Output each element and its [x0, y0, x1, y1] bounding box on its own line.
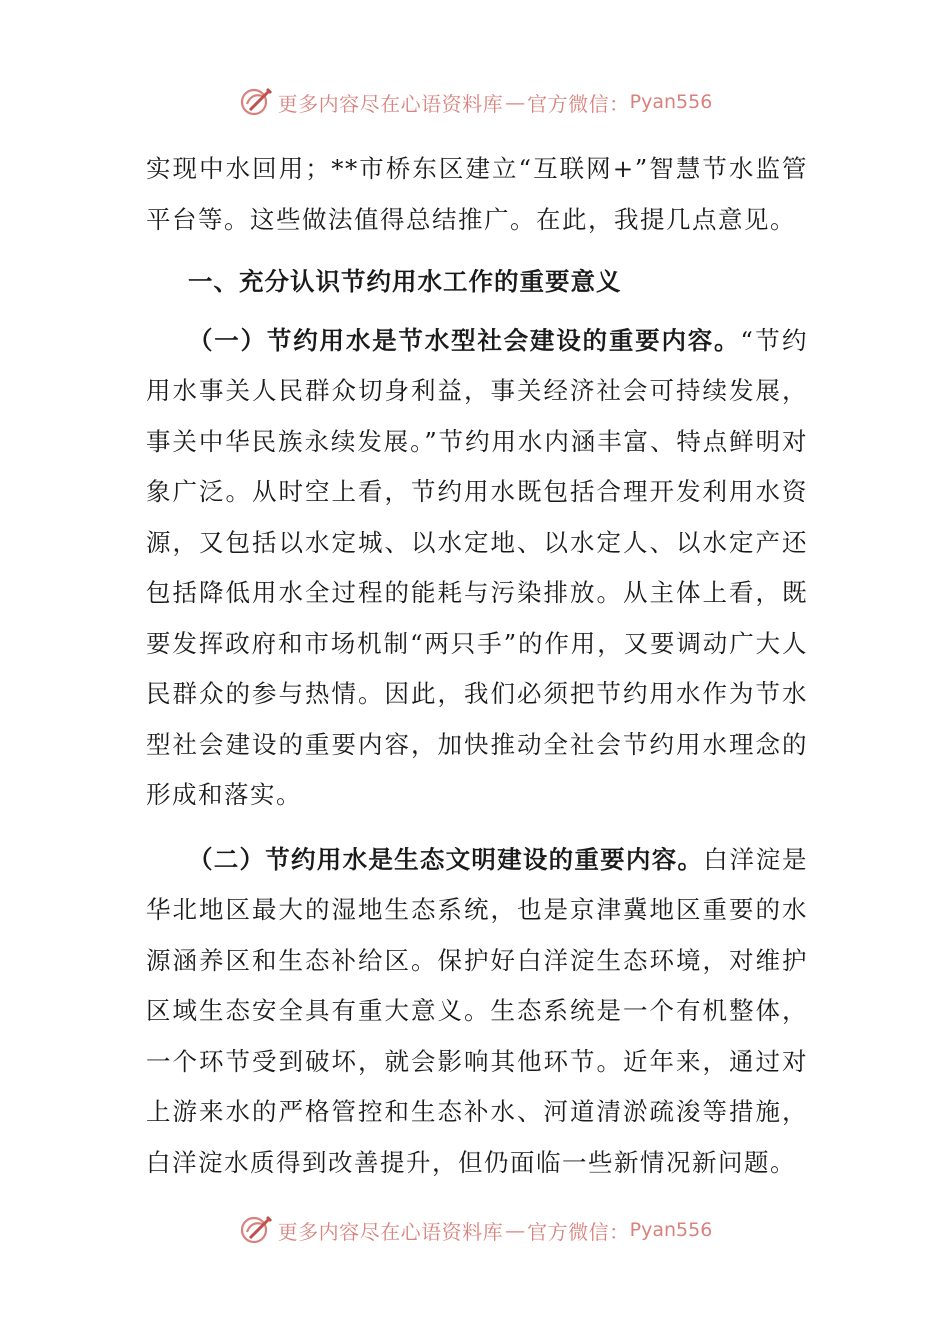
pen-logo-icon — [238, 1212, 274, 1248]
watermark-id: Pyan556 — [629, 1219, 713, 1241]
paragraph-1-lead: （一）节约用水是节水型社会建设的重要内容。 — [188, 325, 741, 355]
watermark-id: Pyan556 — [629, 91, 713, 113]
paragraph-2 — [146, 835, 808, 1189]
paragraph-2-lead: （二）节约用水是生态文明建设的重要内容。 — [188, 844, 704, 874]
watermark-separator: — — [505, 90, 526, 114]
watermark-footer — [0, 1210, 950, 1250]
document-body — [146, 144, 808, 1188]
watermark-suffix: 官方微信： — [527, 1219, 630, 1244]
section-heading: 一、充分认识节约用水工作的重要意义 — [188, 267, 622, 296]
pen-logo-icon — [238, 84, 274, 120]
watermark-text: 更多内容尽在心语资料库 — [277, 1219, 504, 1244]
watermark-separator: — — [505, 1218, 526, 1242]
paragraph-continuation: 实现中水回用；**市桥东区建立“互联网+”智慧节水监管平台等。这些做法值得总结推广。在此，我提几点意见。 — [146, 154, 808, 234]
paragraph-2-text: 白洋淀是华北地区最大的湿地生态系统，也是京津冀地区重要的水源涵养区和生态补给区。保护好白洋淀生态环境，对维护区域生态安全具有重大意义。生态系统是一个有机整体，一个环节受到破坏，就会影响其他环节。近年来，通过对上游来水的严格管控和生态补水、河道清淤疏浚等措施，白洋淀水质得到改善提升，但仍面临一些新情况新问题。 — [146, 844, 809, 1177]
paragraph-1 — [146, 316, 808, 821]
watermark-header — [0, 82, 950, 122]
watermark-text: 更多内容尽在心语资料库 — [277, 91, 504, 116]
watermark-suffix: 官方微信： — [527, 91, 630, 116]
paragraph-1-text: “节约用水事关人民群众切身利益，事关经济社会可持续发展，事关中华民族永续发展。”节约用水内涵丰富、特点鲜明对象广泛。从时空上看，节约用水既包括合理开发利用水资源，又包括以水定城、以水定地、以水定人、以水定产还包括降低用水全过程的能耗与污染排放。从主体上看，既要发挥政府和市场机制“两只手”的作用，又要调动广大人民群众的参与热情。因此，我们必须把节约用水作为节水型社会建设的重要内容，加快推动全社会节约用水理念的形成和落实。 — [146, 325, 809, 809]
